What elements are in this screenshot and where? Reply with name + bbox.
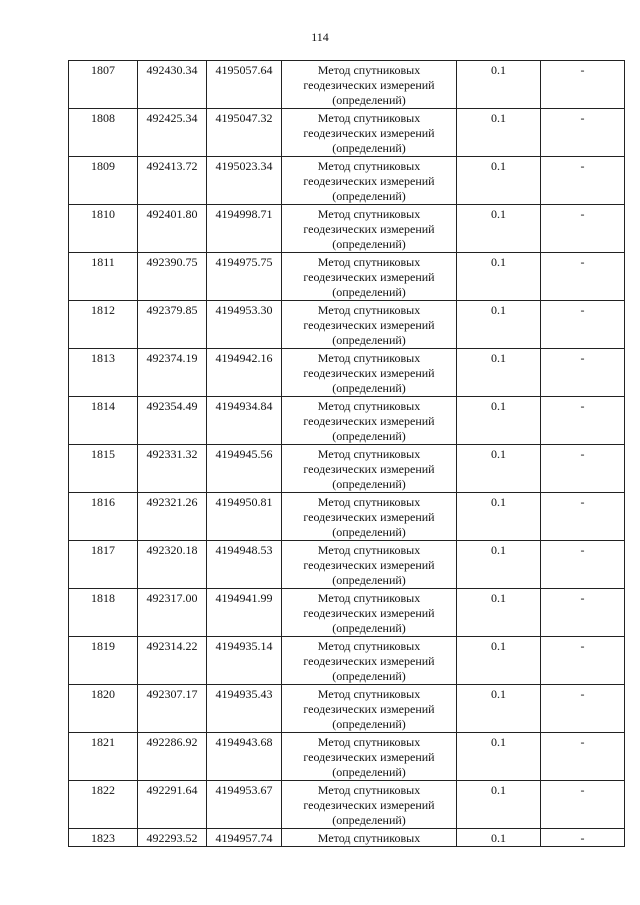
method-line: геодезических измерений: [303, 414, 435, 428]
method-line: Метод спутниковых: [317, 399, 421, 413]
y-coordinate-cell: 4195057.64: [207, 61, 282, 109]
table-row: [69, 781, 625, 829]
method-line: геодезических измерений: [303, 174, 435, 188]
method-line: (определений): [332, 813, 406, 827]
note-cell: -: [541, 829, 625, 847]
y-coordinate-cell: 4194934.84: [207, 397, 282, 445]
method-cell: [282, 685, 457, 733]
method-line: Метод спутниковых: [317, 687, 421, 701]
method-line: (определений): [332, 429, 406, 443]
method-line: Метод спутниковых: [317, 735, 421, 749]
x-coordinate-cell: 492314.22: [138, 637, 207, 685]
method-cell: [282, 397, 457, 445]
method-line: (определений): [332, 237, 406, 251]
point-number-cell: 1807: [69, 61, 138, 109]
method-line: геодезических измерений: [303, 222, 435, 236]
method-line: (определений): [332, 621, 406, 635]
x-coordinate-cell: 492331.32: [138, 445, 207, 493]
method-line: геодезических измерений: [303, 462, 435, 476]
method-line: Метод спутниковых: [317, 591, 421, 605]
table-row: [69, 541, 625, 589]
table-row: [69, 397, 625, 445]
accuracy-cell: 0.1: [457, 205, 541, 253]
accuracy-cell: 0.1: [457, 157, 541, 205]
y-coordinate-cell: 4194935.14: [207, 637, 282, 685]
method-line: (определений): [332, 381, 406, 395]
method-line: Метод спутниковых: [317, 783, 421, 797]
note-cell: -: [541, 253, 625, 301]
method-line: геодезических измерений: [303, 270, 435, 284]
note-cell: -: [541, 589, 625, 637]
method-cell: [282, 733, 457, 781]
x-coordinate-cell: 492307.17: [138, 685, 207, 733]
y-coordinate-cell: 4194945.56: [207, 445, 282, 493]
note-cell: -: [541, 445, 625, 493]
table-row: [69, 445, 625, 493]
y-coordinate-cell: 4194953.30: [207, 301, 282, 349]
y-coordinate-cell: 4194957.74: [207, 829, 282, 847]
accuracy-cell: 0.1: [457, 781, 541, 829]
x-coordinate-cell: 492321.26: [138, 493, 207, 541]
method-cell: [282, 493, 457, 541]
point-number-cell: 1823: [69, 829, 138, 847]
accuracy-cell: 0.1: [457, 733, 541, 781]
coordinates-table: [68, 60, 625, 847]
method-cell: [282, 781, 457, 829]
y-coordinate-cell: 4194942.16: [207, 349, 282, 397]
method-cell: [282, 541, 457, 589]
y-coordinate-cell: 4194950.81: [207, 493, 282, 541]
table-row: [69, 637, 625, 685]
note-cell: -: [541, 685, 625, 733]
note-cell: -: [541, 109, 625, 157]
table-row: [69, 61, 625, 109]
x-coordinate-cell: 492390.75: [138, 253, 207, 301]
method-line: Метод спутниковых: [317, 831, 421, 845]
page-number: 114: [311, 30, 329, 44]
note-cell: -: [541, 493, 625, 541]
method-line: Метод спутниковых: [317, 255, 421, 269]
note-cell: -: [541, 637, 625, 685]
accuracy-cell: 0.1: [457, 445, 541, 493]
y-coordinate-cell: 4195023.34: [207, 157, 282, 205]
point-number-cell: 1816: [69, 493, 138, 541]
point-number-cell: 1812: [69, 301, 138, 349]
method-line: Метод спутниковых: [317, 351, 421, 365]
method-line: геодезических измерений: [303, 750, 435, 764]
accuracy-cell: 0.1: [457, 589, 541, 637]
method-line: геодезических измерений: [303, 654, 435, 668]
point-number-cell: 1815: [69, 445, 138, 493]
method-line: геодезических измерений: [303, 606, 435, 620]
method-cell: [282, 301, 457, 349]
accuracy-cell: 0.1: [457, 493, 541, 541]
method-line: (определений): [332, 141, 406, 155]
y-coordinate-cell: 4194943.68: [207, 733, 282, 781]
method-cell: [282, 157, 457, 205]
method-line: геодезических измерений: [303, 366, 435, 380]
table-row: [69, 157, 625, 205]
y-coordinate-cell: 4194935.43: [207, 685, 282, 733]
method-line: Метод спутниковых: [317, 159, 421, 173]
method-line: (определений): [332, 717, 406, 731]
method-cell: [282, 445, 457, 493]
method-line: Метод спутниковых: [317, 495, 421, 509]
x-coordinate-cell: 492320.18: [138, 541, 207, 589]
table-row: [69, 301, 625, 349]
table-row: [69, 253, 625, 301]
method-cell: [282, 253, 457, 301]
method-line: Метод спутниковых: [317, 543, 421, 557]
note-cell: -: [541, 61, 625, 109]
method-line: (определений): [332, 669, 406, 683]
accuracy-cell: 0.1: [457, 301, 541, 349]
coordinates-table-body: [69, 61, 625, 847]
method-line: Метод спутниковых: [317, 447, 421, 461]
accuracy-cell: 0.1: [457, 397, 541, 445]
y-coordinate-cell: 4194953.67: [207, 781, 282, 829]
table-row: [69, 733, 625, 781]
method-cell: [282, 589, 457, 637]
table-row: [69, 589, 625, 637]
point-number-cell: 1810: [69, 205, 138, 253]
method-line: (определений): [332, 285, 406, 299]
accuracy-cell: 0.1: [457, 829, 541, 847]
note-cell: -: [541, 397, 625, 445]
point-number-cell: 1811: [69, 253, 138, 301]
point-number-cell: 1809: [69, 157, 138, 205]
accuracy-cell: 0.1: [457, 61, 541, 109]
point-number-cell: 1814: [69, 397, 138, 445]
point-number-cell: 1817: [69, 541, 138, 589]
table-row: [69, 685, 625, 733]
method-line: (определений): [332, 525, 406, 539]
method-line: (определений): [332, 189, 406, 203]
accuracy-cell: 0.1: [457, 253, 541, 301]
accuracy-cell: 0.1: [457, 637, 541, 685]
note-cell: -: [541, 349, 625, 397]
note-cell: -: [541, 205, 625, 253]
note-cell: -: [541, 541, 625, 589]
y-coordinate-cell: 4194941.99: [207, 589, 282, 637]
method-cell: [282, 109, 457, 157]
method-line: геодезических измерений: [303, 510, 435, 524]
x-coordinate-cell: 492413.72: [138, 157, 207, 205]
x-coordinate-cell: 492430.34: [138, 61, 207, 109]
point-number-cell: 1818: [69, 589, 138, 637]
method-line: геодезических измерений: [303, 702, 435, 716]
y-coordinate-cell: 4194998.71: [207, 205, 282, 253]
x-coordinate-cell: 492317.00: [138, 589, 207, 637]
x-coordinate-cell: 492374.19: [138, 349, 207, 397]
method-cell: [282, 637, 457, 685]
accuracy-cell: 0.1: [457, 541, 541, 589]
x-coordinate-cell: 492286.92: [138, 733, 207, 781]
x-coordinate-cell: 492401.80: [138, 205, 207, 253]
method-line: Метод спутниковых: [317, 639, 421, 653]
point-number-cell: 1819: [69, 637, 138, 685]
x-coordinate-cell: 492291.64: [138, 781, 207, 829]
table-row: [69, 493, 625, 541]
accuracy-cell: 0.1: [457, 349, 541, 397]
note-cell: -: [541, 733, 625, 781]
method-cell: [282, 61, 457, 109]
method-line: Метод спутниковых: [317, 303, 421, 317]
point-number-cell: 1813: [69, 349, 138, 397]
method-line: геодезических измерений: [303, 126, 435, 140]
method-line: (определений): [332, 573, 406, 587]
table-row: [69, 109, 625, 157]
point-number-cell: 1808: [69, 109, 138, 157]
method-line: Метод спутниковых: [317, 63, 421, 77]
method-line: Метод спутниковых: [317, 207, 421, 221]
x-coordinate-cell: 492293.52: [138, 829, 207, 847]
method-line: Метод спутниковых: [317, 111, 421, 125]
y-coordinate-cell: 4194975.75: [207, 253, 282, 301]
point-number-cell: 1822: [69, 781, 138, 829]
x-coordinate-cell: 492425.34: [138, 109, 207, 157]
method-line: (определений): [332, 333, 406, 347]
method-line: геодезических измерений: [303, 798, 435, 812]
method-cell: [282, 829, 457, 847]
method-cell: [282, 205, 457, 253]
method-line: геодезических измерений: [303, 558, 435, 572]
method-line: геодезических измерений: [303, 78, 435, 92]
x-coordinate-cell: 492379.85: [138, 301, 207, 349]
point-number-cell: 1821: [69, 733, 138, 781]
y-coordinate-cell: 4194948.53: [207, 541, 282, 589]
accuracy-cell: 0.1: [457, 685, 541, 733]
table-row: [69, 829, 625, 847]
note-cell: -: [541, 157, 625, 205]
method-line: (определений): [332, 93, 406, 107]
note-cell: -: [541, 301, 625, 349]
y-coordinate-cell: 4195047.32: [207, 109, 282, 157]
table-row: [69, 349, 625, 397]
method-line: (определений): [332, 765, 406, 779]
point-number-cell: 1820: [69, 685, 138, 733]
method-cell: [282, 349, 457, 397]
method-line: геодезических измерений: [303, 318, 435, 332]
accuracy-cell: 0.1: [457, 109, 541, 157]
x-coordinate-cell: 492354.49: [138, 397, 207, 445]
table-row: [69, 205, 625, 253]
method-line: (определений): [332, 477, 406, 491]
note-cell: -: [541, 781, 625, 829]
